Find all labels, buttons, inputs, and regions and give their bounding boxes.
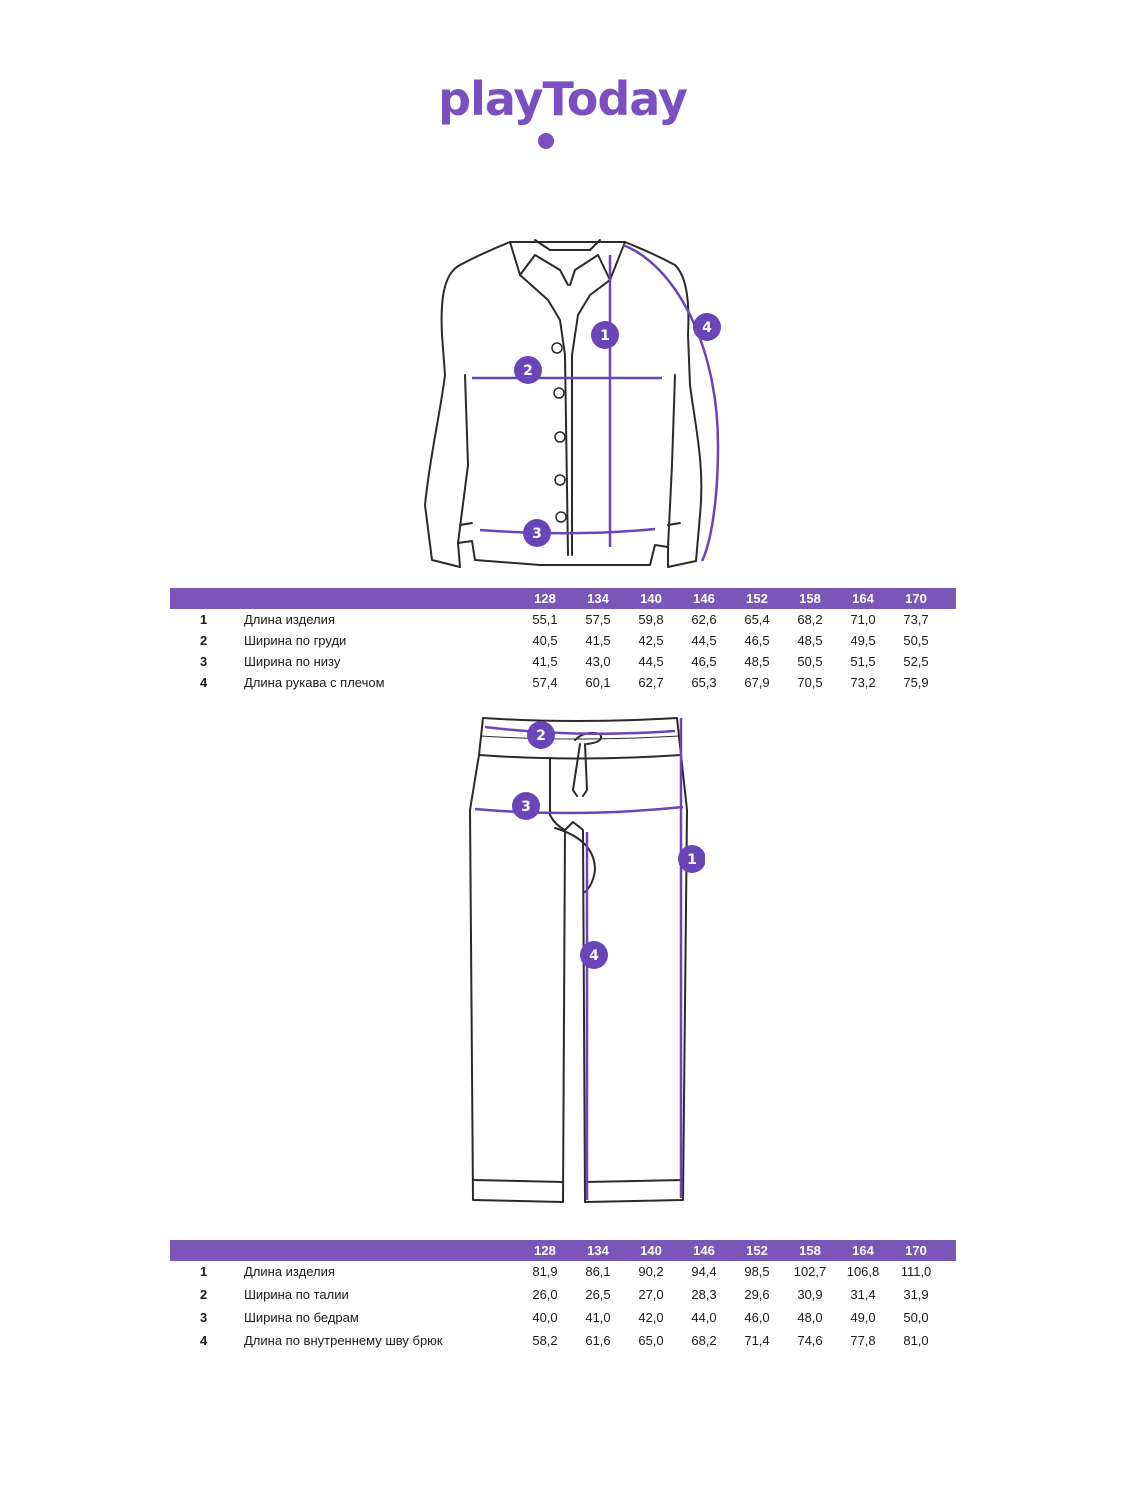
pants-size-table (170, 1240, 956, 1353)
table-row (170, 1330, 956, 1353)
table-cell: 71,0 (850, 612, 876, 627)
size-header: 164 (852, 1243, 874, 1258)
table-row (170, 630, 956, 651)
table-cell: 41,0 (585, 1310, 611, 1325)
table-cell: 62,6 (691, 612, 717, 627)
size-header: 128 (534, 1243, 556, 1258)
table-cell: 48,0 (797, 1310, 823, 1325)
table-cell: 50,0 (903, 1310, 929, 1325)
table-cell: 68,2 (691, 1333, 717, 1348)
jacket-badge-1: 1 (600, 328, 610, 344)
size-header: 158 (799, 1243, 821, 1258)
row-number: 4 (200, 1333, 208, 1348)
size-header: 140 (640, 591, 662, 606)
row-number: 1 (200, 1264, 208, 1279)
brand-logo-dot (538, 133, 554, 149)
table-header (170, 588, 956, 609)
table-cell: 59,8 (638, 612, 664, 627)
table-cell: 67,9 (744, 675, 770, 690)
table-cell: 74,6 (797, 1333, 823, 1348)
jacket-sketch (400, 225, 740, 580)
table-cell: 46,5 (691, 654, 717, 669)
row-number: 2 (200, 633, 208, 648)
size-header: 164 (852, 591, 874, 606)
table-cell: 58,2 (532, 1333, 558, 1348)
table-cell: 75,9 (903, 675, 929, 690)
table-cell: 106,8 (846, 1264, 880, 1279)
row-label: Ширина по груди (244, 633, 347, 648)
table-cell: 51,5 (850, 654, 876, 669)
row-label: Длина изделия (244, 1264, 335, 1279)
table-cell: 44,5 (638, 654, 664, 669)
row-number: 1 (200, 612, 208, 627)
table-cell: 50,5 (903, 633, 929, 648)
table-cell: 71,4 (744, 1333, 770, 1348)
table-cell: 46,5 (744, 633, 770, 648)
size-header: 140 (640, 1243, 662, 1258)
row-number: 3 (200, 654, 208, 669)
size-header: 170 (905, 1243, 927, 1258)
row-label: Длина изделия (244, 612, 335, 627)
table-cell: 48,5 (797, 633, 823, 648)
table-cell: 31,9 (903, 1287, 929, 1302)
pants-sketch (455, 710, 705, 1215)
table-cell: 27,0 (638, 1287, 664, 1302)
table-row (170, 609, 956, 630)
table-cell: 26,5 (585, 1287, 611, 1302)
table-row (170, 672, 956, 693)
size-header: 146 (693, 1243, 715, 1258)
table-cell: 42,0 (638, 1310, 664, 1325)
table-row (170, 1307, 956, 1330)
table-row (170, 1261, 956, 1284)
row-label: Ширина по низу (244, 654, 341, 669)
brand-logo: playToday (438, 72, 687, 126)
table-cell: 73,2 (850, 675, 876, 690)
table-cell: 28,3 (691, 1287, 717, 1302)
pants-badge-4: 4 (589, 948, 599, 964)
row-label: Ширина по талии (244, 1287, 349, 1302)
table-cell: 40,0 (532, 1310, 558, 1325)
table-cell: 98,5 (744, 1264, 770, 1279)
table-cell: 43,0 (585, 654, 611, 669)
table-cell: 61,6 (585, 1333, 611, 1348)
row-number: 4 (200, 675, 208, 690)
pants-badge-3: 3 (521, 799, 531, 815)
row-label: Длина рукава с плечом (244, 675, 385, 690)
table-cell: 50,5 (797, 654, 823, 669)
table-cell: 62,7 (638, 675, 664, 690)
size-header: 170 (905, 591, 927, 606)
table-cell: 94,4 (691, 1264, 717, 1279)
table-cell: 29,6 (744, 1287, 770, 1302)
table-cell: 55,1 (532, 612, 558, 627)
size-header: 128 (534, 591, 556, 606)
table-cell: 81,0 (903, 1333, 929, 1348)
size-header: 146 (693, 591, 715, 606)
table-cell: 65,0 (638, 1333, 664, 1348)
pants-badge-2: 2 (536, 728, 546, 744)
table-cell: 42,5 (638, 633, 664, 648)
pants-badge-1: 1 (687, 852, 697, 868)
table-cell: 40,5 (532, 633, 558, 648)
table-cell: 111,0 (900, 1264, 932, 1279)
table-cell: 44,5 (691, 633, 717, 648)
table-cell: 52,5 (903, 654, 929, 669)
row-label: Длина по внутреннему шву брюк (244, 1333, 443, 1348)
table-cell: 86,1 (585, 1264, 611, 1279)
row-number: 2 (200, 1287, 208, 1302)
table-cell: 65,3 (691, 675, 717, 690)
table-cell: 57,5 (585, 612, 611, 627)
table-cell: 49,5 (850, 633, 876, 648)
table-cell: 41,5 (585, 633, 611, 648)
table-cell: 81,9 (532, 1264, 558, 1279)
table-cell: 49,0 (850, 1310, 876, 1325)
table-cell: 60,1 (585, 675, 611, 690)
table-cell: 31,4 (850, 1287, 876, 1302)
jacket-badge-4: 4 (702, 320, 712, 336)
table-cell: 30,9 (797, 1287, 823, 1302)
size-header: 134 (587, 591, 609, 606)
table-header (170, 1240, 956, 1261)
jacket-size-table (170, 588, 956, 693)
jacket-badge-2: 2 (523, 363, 533, 379)
table-cell: 41,5 (532, 654, 558, 669)
table-cell: 70,5 (797, 675, 823, 690)
table-cell: 90,2 (638, 1264, 664, 1279)
table-cell: 57,4 (532, 675, 558, 690)
row-number: 3 (200, 1310, 208, 1325)
size-header: 134 (587, 1243, 609, 1258)
table-cell: 68,2 (797, 612, 823, 627)
jacket-badge-3: 3 (532, 526, 542, 542)
table-cell: 44,0 (691, 1310, 717, 1325)
table-cell: 102,7 (793, 1264, 827, 1279)
table-row (170, 651, 956, 672)
table-cell: 26,0 (532, 1287, 558, 1302)
row-label: Ширина по бедрам (244, 1310, 359, 1325)
table-cell: 73,7 (903, 612, 929, 627)
size-header: 152 (746, 1243, 768, 1258)
size-header: 152 (746, 591, 768, 606)
table-row (170, 1284, 956, 1307)
table-cell: 77,8 (850, 1333, 876, 1348)
table-cell: 46,0 (744, 1310, 770, 1325)
table-cell: 65,4 (744, 612, 770, 627)
table-cell: 48,5 (744, 654, 770, 669)
size-header: 158 (799, 591, 821, 606)
